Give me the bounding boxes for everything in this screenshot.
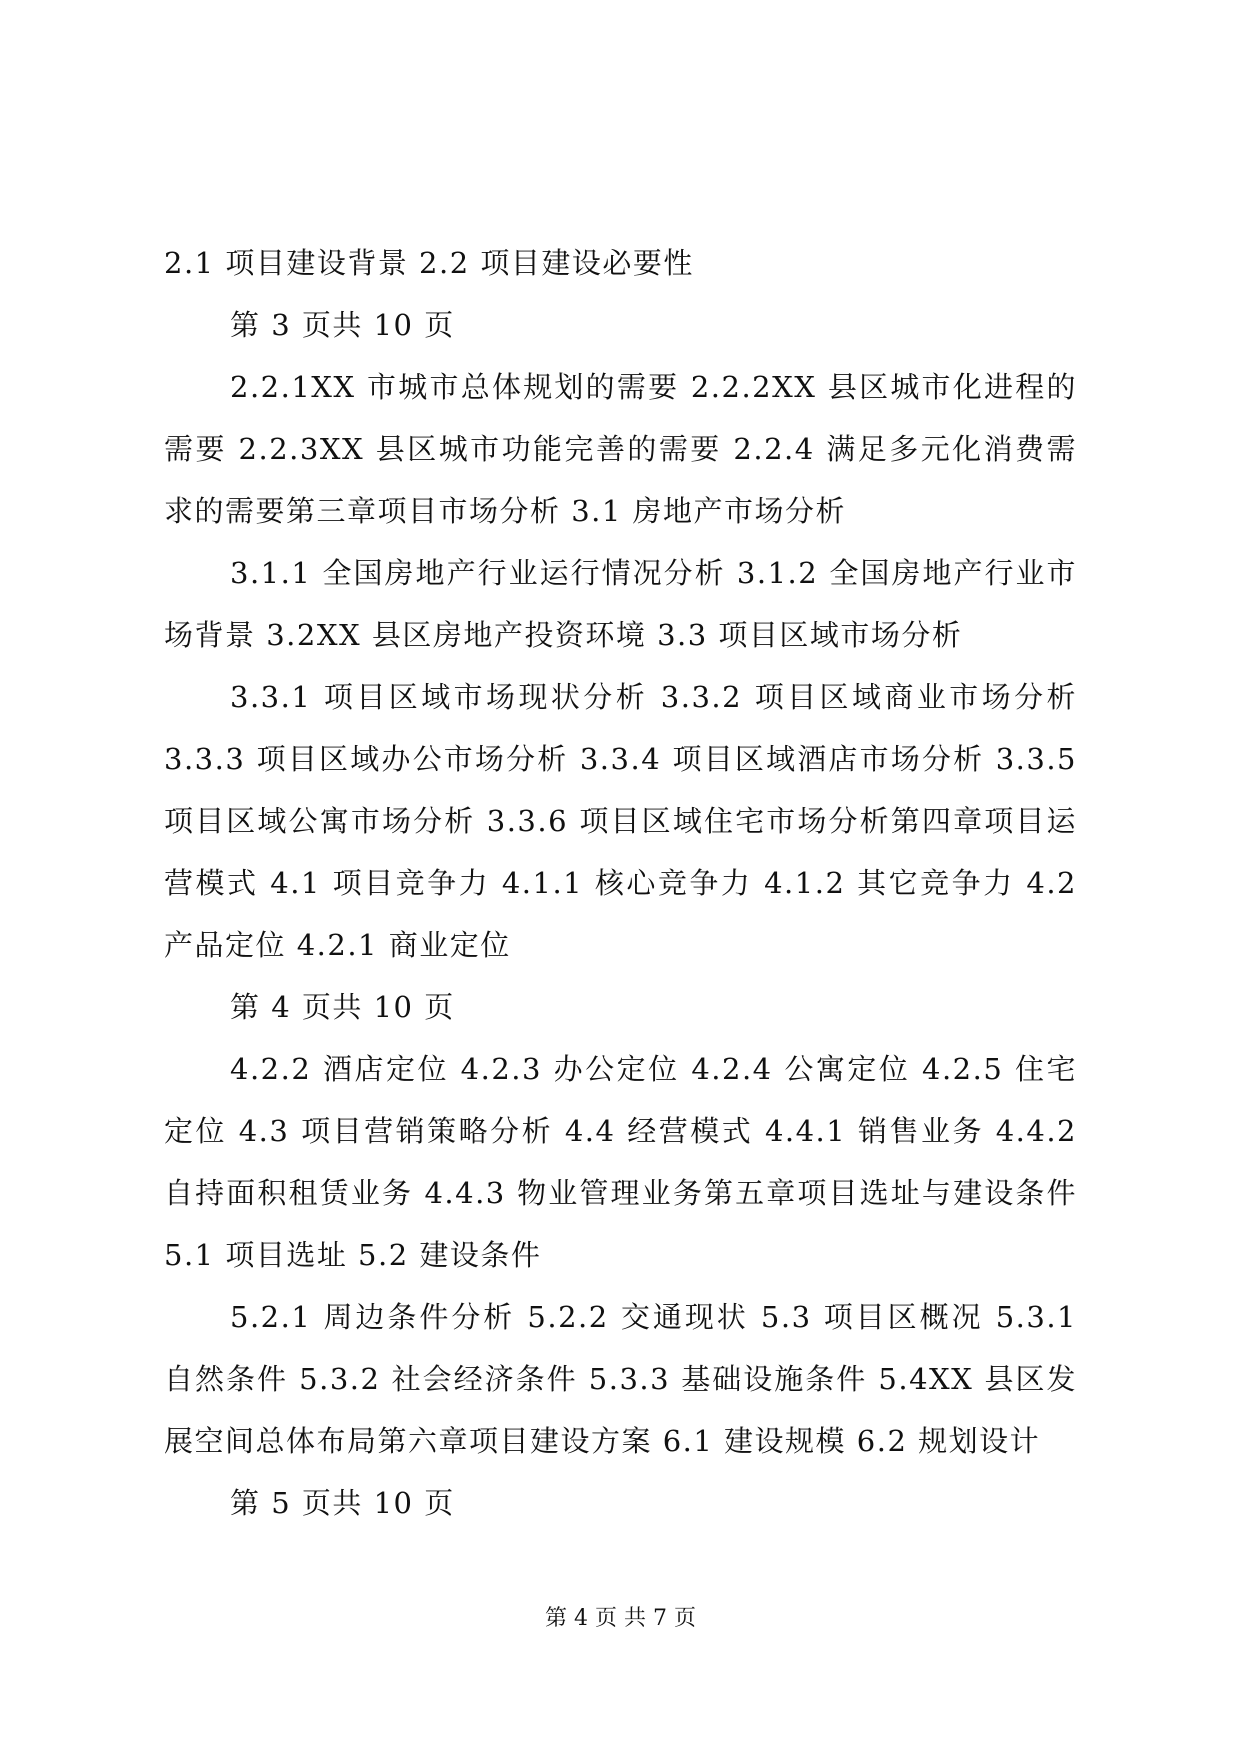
- paragraph-3: 3.1.1 全国房地产行业运行情况分析 3.1.2 全国房地产行业市场背景 3.2XX 县区房地产投资环境 3.3 项目区域市场分析: [164, 556, 1077, 652]
- page-marker-4: 第 4 页共 10 页: [230, 990, 455, 1024]
- page-marker-5: 第 5 页共 10 页: [230, 1486, 455, 1520]
- paragraph-1: 2.1 项目建设背景 2.2 项目建设必要性: [164, 246, 694, 280]
- paragraph-5: 4.2.2 酒店定位 4.2.3 办公定位 4.2.4 公寓定位 4.2.5 住宅定位 4.3 项目营销策略分析 4.4 经营模式 4.4.1 销售业务 4.4.2 自持面积租赁业务 4.4.3 物业管理业务第五章项目选址与建设条件 5.1 项目选址 5.2 建设条件: [164, 1052, 1077, 1272]
- paragraph-6: 5.2.1 周边条件分析 5.2.2 交通现状 5.3 项目区概况 5.3.1 自然条件 5.3.2 社会经济条件 5.3.3 基础设施条件 5.4XX 县区发展空间总体布局第六章项目建设方案 6.1 建设规模 6.2 规划设计: [164, 1300, 1077, 1458]
- page-marker-3: 第 3 页共 10 页: [230, 308, 455, 342]
- paragraph-2: 2.2.1XX 市城市总体规划的需要 2.2.2XX 县区城市化进程的需要 2.2.3XX 县区城市功能完善的需要 2.2.4 满足多元化消费需求的需要第三章项目市场分析 3.1 房地产市场分析: [164, 370, 1077, 528]
- paragraph-4: 3.3.1 项目区域市场现状分析 3.3.2 项目区域商业市场分析 3.3.3 项目区域办公市场分析 3.3.4 项目区域酒店市场分析 3.3.5 项目区域公寓市场分析 3.3.6 项目区域住宅市场分析第四章项目运营模式 4.1 项目竞争力 4.1.1 核心竞争力 4.1.2 其它竞争力 4.2 产品定位 4.2.1 商业定位: [164, 680, 1077, 962]
- document-body: [164, 232, 1077, 1534]
- page-footer: 第 4 页 共 7 页: [545, 1606, 696, 1631]
